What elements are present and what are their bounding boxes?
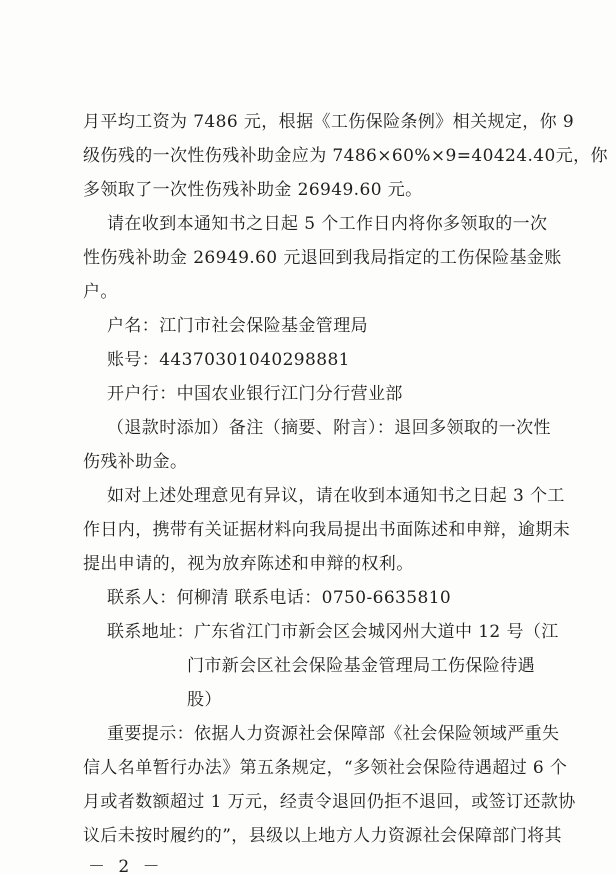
notice-line: 月或者数额超过 1 万元，经责令退回仍拒不退回，或签订还款协 [83,792,576,812]
text-line: 多领取了一次性伤残补助金 26949.60 元。 [83,180,423,200]
address-line: 股） [187,690,222,710]
account-number-line: 账号：44370301040298881 [107,350,350,370]
text-line: 户。 [83,282,118,302]
page-number: － 2 － [88,857,164,877]
address-line: 联系地址：广东省江门市新会区会城冈州大道中 12 号（江 [107,622,559,642]
text-line: 伤残补助金。 [83,452,188,472]
account-name-line: 户名：江门市社会保险基金管理局 [107,316,368,336]
text-line: 性伤残补助金 26949.60 元退回到我局指定的工伤保险基金账 [83,248,562,268]
bank-line: 开户行：中国农业银行江门分行营业部 [107,384,403,404]
text-line: （退款时添加）备注（摘要、附言）：退回多领取的一次性 [107,418,551,438]
notice-line: 重要提示：依据人力资源社会保障部《社会保险领域严重失 [107,724,560,744]
notice-line: 议后未按时履约的”，县级以上地方人力资源社会保障部门将其 [83,826,562,846]
text-line: 级伤残的一次性伤残补助金应为 7486×60%×9=40424.40元，你 [83,146,608,166]
address-line: 门市新会区社会保险基金管理局工伤保险待遇 [187,656,535,676]
text-line: 如对上述处理意见有异议，请在收到本通知书之日起 3 个工 [107,486,565,506]
contact-line: 联系人：何柳清 联系电话：0750-6635810 [107,588,452,608]
text-line: 请在收到本通知书之日起 5 个工作日内将你多领取的一次 [107,214,548,234]
text-line: 月平均工资为 7486 元，根据《工伤保险条例》相关规定，你 9 [83,112,575,132]
text-line: 提出申请的，视为放弃陈述和申辩的权利。 [83,554,414,574]
notice-line: 信人名单暂行办法》第五条规定，“多领社会保险待遇超过 6 个 [83,758,568,778]
text-line: 作日内，携带有关证据材料向我局提出书面陈述和申辩，逾期未 [83,520,571,540]
